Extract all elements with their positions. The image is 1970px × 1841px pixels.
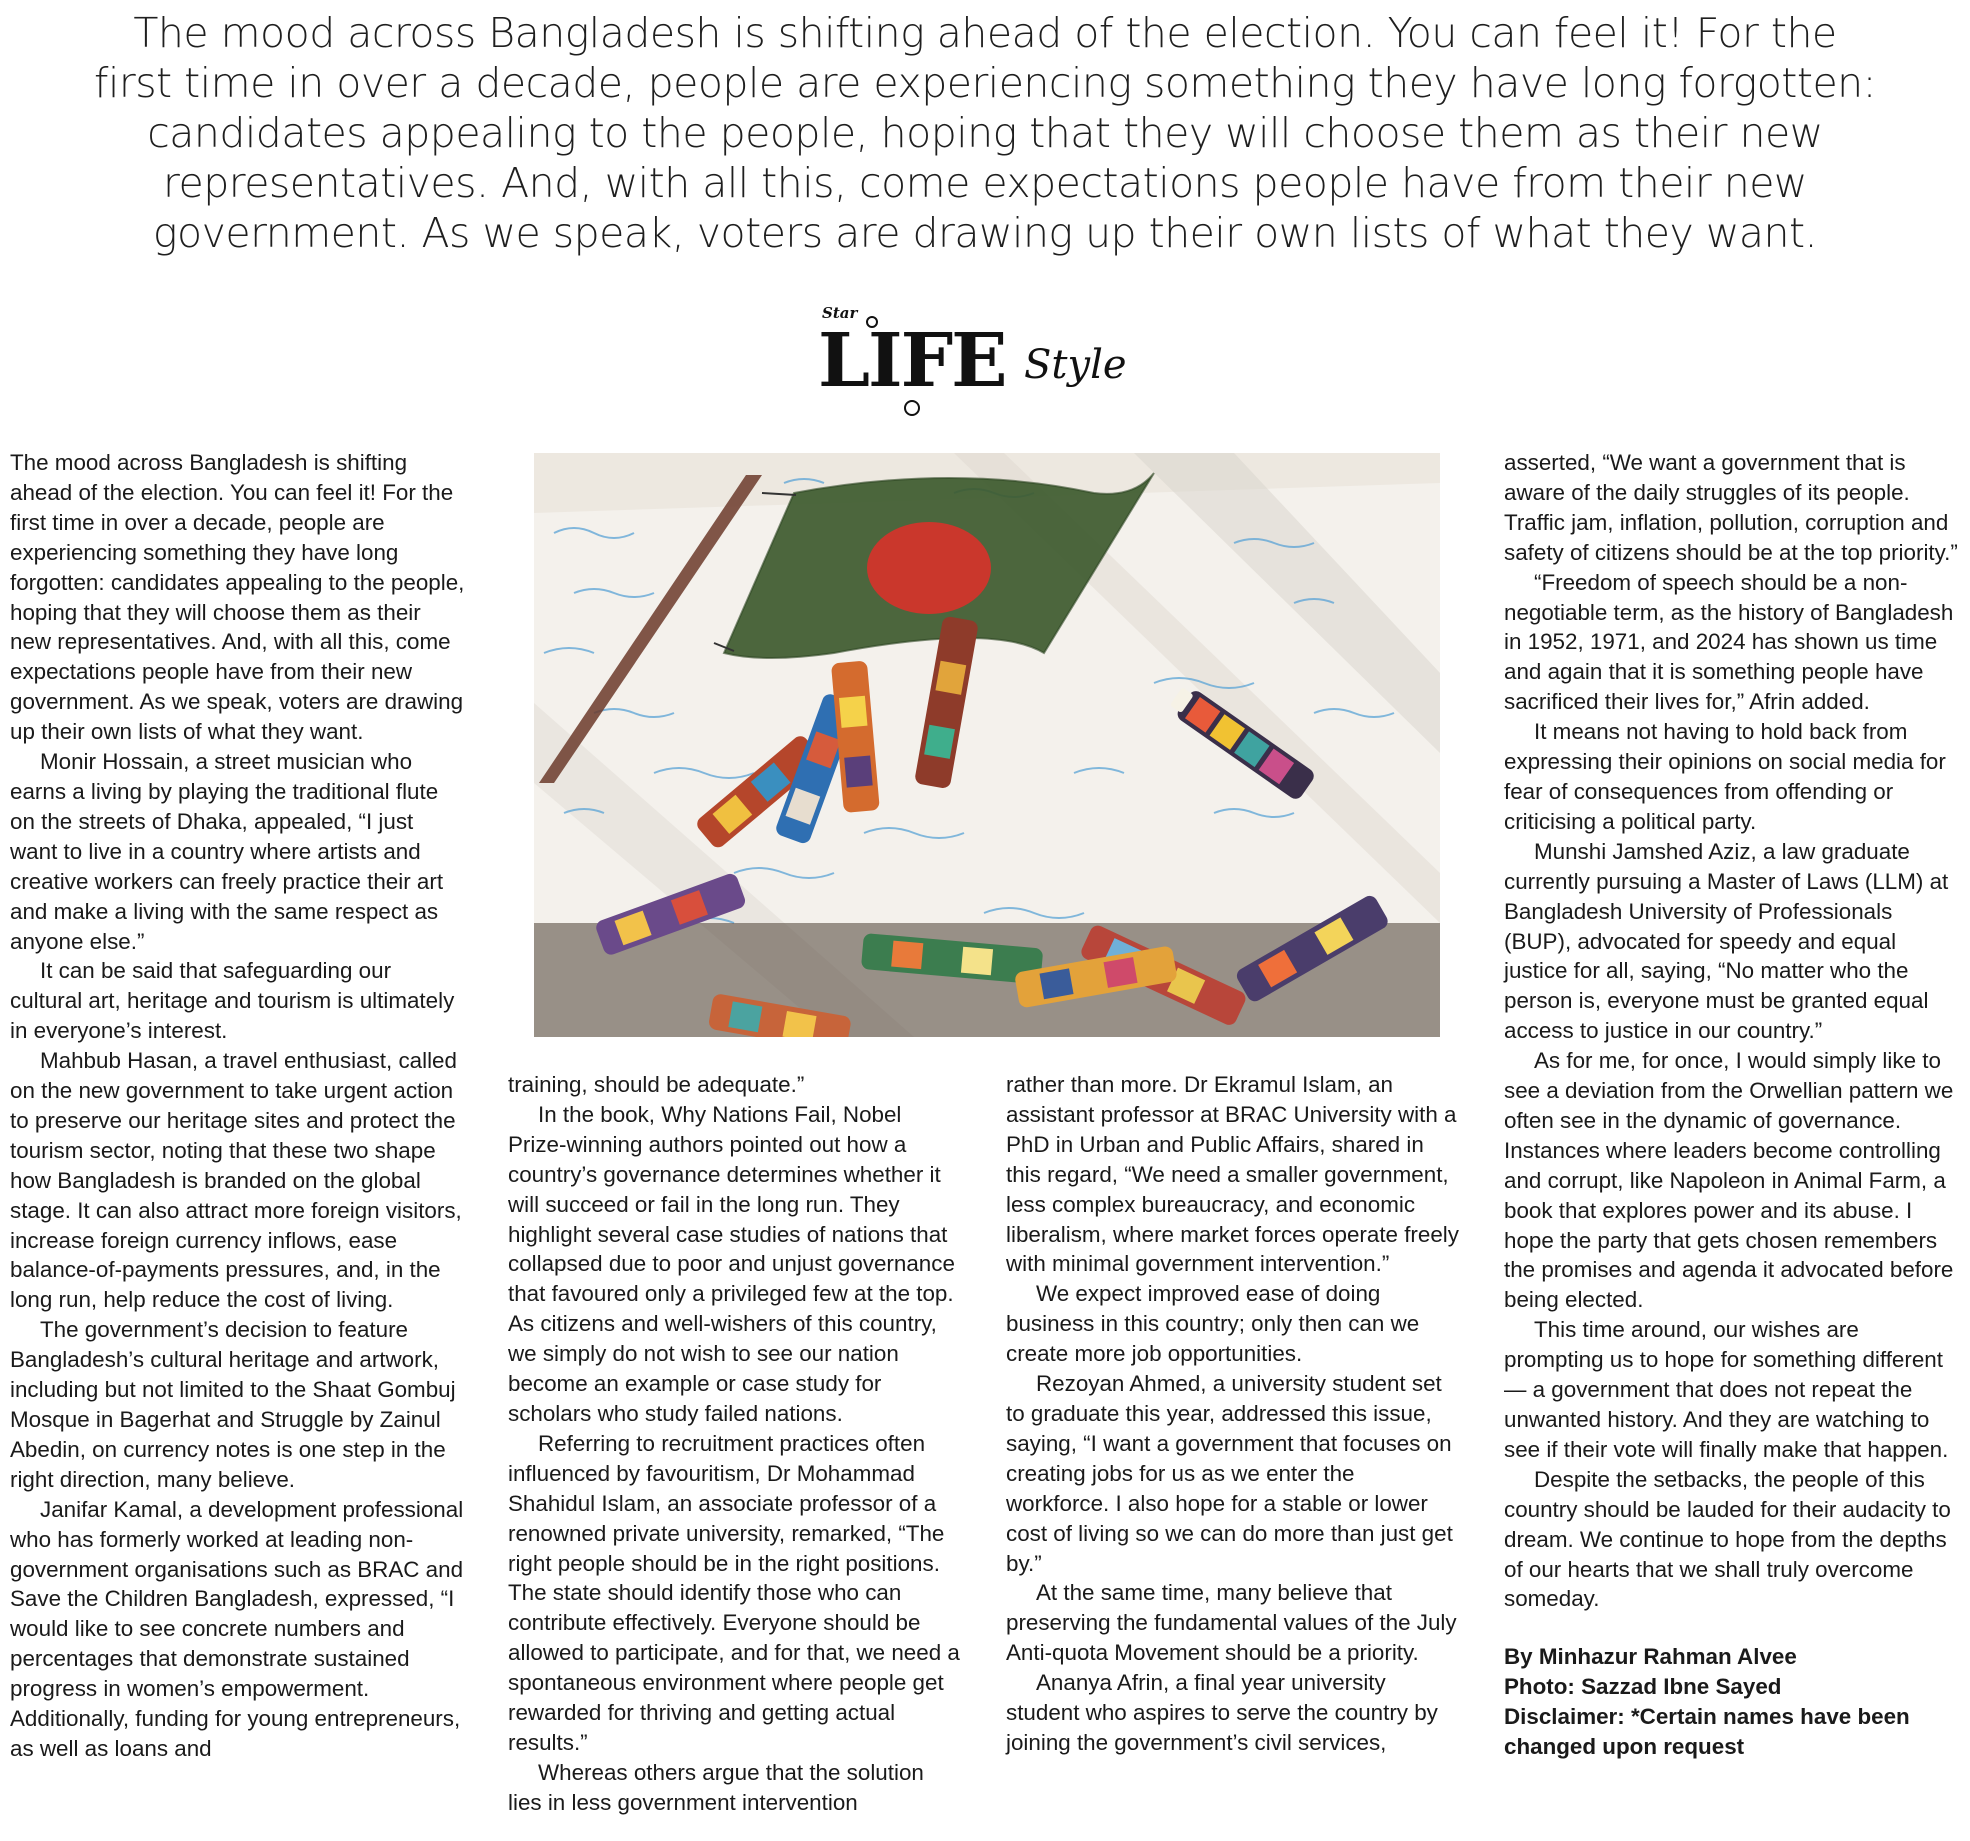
paragraph: It means not having to hold back from expressing their opinions on social media for fear of consequences from offending or criticising a political party. (1504, 719, 1946, 834)
paragraph: rather than more. Dr Ekramul Islam, an assistant professor at BRAC University with a PhD in Urban and Public Affairs, shared in this regard, “We need a smaller government, less complex bureaucracy, and economic liberalism, where market forces operate freely with minimal government intervention.” (1006, 1072, 1459, 1277)
byline-disclaimer: Disclaimer: *Certain names have been changed upon request (1504, 1704, 1910, 1760)
paragraph: asserted, “We want a government that is aware of the daily struggles of its people. Traffic jam, inflation, pollution, corruption and safety of citizens should be at the top priority.” (1504, 450, 1958, 565)
paragraph: Whereas others argue that the solution lies in less government intervention (508, 1759, 924, 1815)
logo-life-text: LIFE (818, 318, 1006, 404)
crayon-flag-illustration (534, 453, 1440, 1037)
paragraph: The government’s decision to feature Bangladesh’s cultural heritage and artwork, including but not limited to the Shaat Gombuj Mosque in Bagerhat and Struggle by Zainul Abedin, on currency notes is one step in the right direction, many believe. (10, 1317, 456, 1492)
byline-photo-credit: Photo: Sazzad Ibne Sayed (1504, 1674, 1782, 1700)
paragraph: “Freedom of speech should be a non-negotiable term, as the history of Bangladesh in 1952, 1971, and 2024 has shown us time and again that it is something people have sacrificed their lives for,” Afrin added. (1504, 569, 1954, 715)
paragraph: Janifar Kamal, a development professional who has formerly worked at leading non-government organisations such as BRAC and Save the Children Bangladesh, expressed, “I would like to see concrete numbers and percentages that demonstrate sustained progress in women’s empowerment. Additionally, funding for young entrepreneurs, as well as loans and (10, 1496, 464, 1761)
byline-author: By Minhazur Rahman Alvee (1504, 1644, 1797, 1670)
byline (1504, 1642, 1964, 1762)
paragraph: training, should be adequate.” (508, 1072, 805, 1097)
paragraph: Monir Hossain, a street musician who earns a living by playing the traditional flute on the streets of Dhaka, appealed, “I just want to live in a country where artists and creative workers can freely practice their art and make a living with the same respect as anyone else.” (10, 749, 444, 954)
logo-star-text: Star (822, 304, 858, 322)
article-column-3 (1006, 1070, 1461, 1758)
paragraph: Referring to recruitment practices often influenced by favouritism, Dr Mohammad Shahidul Islam, an associate professor of a renowned private university, remarked, “The right people should be in the right positions. The state should identify those who can contribute effectively. Everyone should be allowed to participate, and for that, we need a spontaneous environment where people get rewarded for thriving and getting actual results.” (508, 1430, 960, 1755)
paragraph: Rezoyan Ahmed, a university student set to graduate this year, addressed this issue, saying, “I want a government that focuses on creating jobs for us as we enter the workforce. I also hope for a stable or lower cost of living so we can do more than just get by.” (1006, 1371, 1453, 1576)
logo-style-text: Style (1024, 342, 1127, 388)
paragraph: In the book, Why Nations Fail, Nobel Prize-winning authors pointed out how a country’s governance determines whether it will succeed or fail in the long run. They highlight several case studies of nations that collapsed due to poor and unjust governance that favoured only a privileged few at the top. As citizens and well-wishers of this country, we simply do not wish to see our nation become an example or case study for scholars who study failed nations. (508, 1101, 955, 1426)
paragraph: The mood across Bangladesh is shifting ahead of the election. You can feel it! For the first time in over a decade, people are experiencing something they have long forgotten: candidates appealing to the people, hoping that they will choose them as their new representatives. And, with all this, come expectations people have from their new government. As we speak, voters are drawing up their own lists of what they want. (10, 450, 465, 745)
article-column-1 (10, 448, 465, 1764)
paragraph: At the same time, many believe that preserving the fundamental values of the July Anti-quota Movement should be a priority. (1006, 1580, 1457, 1666)
paragraph: Mahbub Hasan, a travel enthusiast, called on the new government to take urgent action to preserve our heritage sites and protect the tourism sector, noting that these two shape how Bangladesh is branded on the global stage. It can also attract more foreign visitors, increase foreign currency inflows, ease balance-of-payments pressures, and, in the long run, help reduce the cost of living. (10, 1048, 462, 1313)
paragraph: Ananya Afrin, a final year university student who aspires to serve the country by joining the government’s civil services, (1006, 1670, 1438, 1755)
article-column-4 (1504, 448, 1964, 1762)
paragraph: Munshi Jamshed Aziz, a law graduate currently pursuing a Master of Laws (LLM) at Bangladesh University of Professionals (BUP), advocated for speedy and equal justice for all, saying, “No matter who the person is, everyone must be granted equal access to justice in our country.” (1504, 838, 1949, 1044)
paragraph: We expect improved ease of doing business in this country; only then can we create more job opportunities. (1006, 1281, 1420, 1367)
paragraph: As for me, for once, I would simply like to see a deviation from the Orwellian pattern we often see in the dynamic of governance. Instances where leaders become controlling and corrupt, like Napoleon in Animal Farm, a book that explores power and its abuse. I hope the party that gets chosen remembers the promises and agenda it advocated before being elected. (1504, 1048, 1954, 1313)
star-lifestyle-logo (812, 300, 1152, 420)
paragraph: Despite the setbacks, the people of this country should be lauded for their audacity to dream. We continue to hope from the depths of our hearts that we shall truly overcome someday. (1504, 1466, 1951, 1612)
paragraph: This time around, our wishes are prompting us to hope for something different — a government that does not repeat the unwanted history. And they are watching to see if their vote will finally make that happen. (1504, 1317, 1949, 1462)
paragraph: It can be said that safeguarding our cultural art, heritage and tourism is ultimately in everyone’s interest. (10, 958, 455, 1044)
lifestyle-logo-mark (812, 300, 1152, 420)
article-column-2 (508, 1070, 963, 1818)
article-photo-crayon-flag (534, 453, 1440, 1037)
pull-quote: The mood across Bangladesh is shifting ahead of the election. You can feel it! For the first time in over a decade, people are experiencing something they have long forgotten: candidates appealing to the people, hoping that they will choose them as their new representatives. And, with all this, come expectations people have from their new government. As we speak, voters are drawing up their own lists of what they want. (94, 9, 1876, 257)
